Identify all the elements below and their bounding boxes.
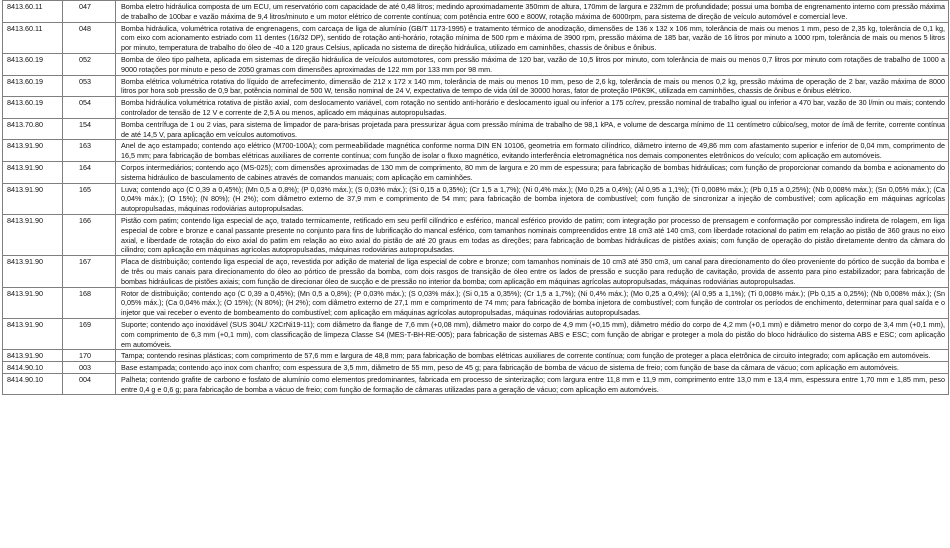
ncm-code-cell: 8413.91.90: [3, 140, 63, 162]
product-description-cell: Bomba hidráulica volumétrica rotativa de pistão axial, com deslocamento variável, com rotação no sentido anti-horário e deslocamento igual ou inferior a 175 cc/rev, pressão nominal de trabalho igual ou inferior a 470 bar, vazão de 30 l/min ou mais; contendo controlador de tensão de 12 V e corrente de 2,5 A ou menos, aplicado em máquinas autopropulsadas.: [116, 97, 949, 119]
table-row: [3, 53, 949, 75]
table-row: [3, 214, 949, 255]
product-description-cell: Bomba hidráulica, volumétrica rotativa de engrenagens, com carcaça de liga de alumínio (GB/T 1173-1995) e tratamento térmico de anodização, dimensões de 136 x 132 x 106 mm, tolerância de mais ou menos 1 mm, peso de 2,35 kg, tolerância de 0,1 kg, com eixo com acionamento estriado com 11 dentes (16/32 DP), sentido de rotação anti-horário, rotação mínima de 500 rpm e máxima de 3900 rpm, pressão máxima de 185 bar, vazão de 16 litros por minuto a 1000 rpm, tolerância de mais ou menos 5 litros por minuto, temperatura de trabalho do óleo de -40 a 120 graus Celsius, aplicada no sistema de direção hidráulica, utilizado em caminhões, chassis de ônibus e ônibus.: [116, 22, 949, 53]
product-description-cell: Placa de distribuição; contendo liga especial de aço, revestida por adição de material de liga especial de cobre e bronze; com tamanhos nominais de 10 cm3 até 350 cm3, um canal para direcionamento do óleo proveniente do pórtico de sucção da bomba e de três ou mais canais para direcionamento do óleo ao pórtico de pressão da bomba, com dois rasgos de transição de óleo entre os lados de pressão e sucção para redução de cavitação, provida de assento para pino estabilizador; para fabricação de bombas hidráulicas de pistões axiais; com função de direcionar óleo de sucção e de pressão no interior da bomba; com aplicação em máquinas agrícolas autopropulsadas, máquinas rodoviárias autopropulsadas.: [116, 256, 949, 287]
ex-number-cell: 052: [63, 53, 116, 75]
ex-number-cell: 048: [63, 22, 116, 53]
product-description-cell: Anel de aço estampado; contendo aço elétrico (M700-100A); com permeabilidade magnética conforme norma DIN EN 10106, geometria em formato cilíndrico, diâmetro interno de 49,86 mm com afastamento superior e inferior de 0,04 mm, comprimento de 16,5 mm; para fabricação de bombas elétricas auxiliares de corrente contínua; com função de isolar o fluxo magnético, evitando interferência eletromagnética nos demais componentes eletrônicos do veículo; com aplicação em automóveis.: [116, 140, 949, 162]
table-row: [3, 1, 949, 23]
product-description-cell: Bomba centrífuga de 1 ou 2 vias, para sistema de limpador de para-brisas projetada para pressurizar água com pressão mínima de trabalho de 98,1 kPA, e volume de descarga mínimo de 11 centímetro cúbico/seg, motor de ímã de ferrite, corrente contínua de até 14,5 V, para aplicação em veículos automotivos.: [116, 118, 949, 140]
ex-number-cell: 166: [63, 214, 116, 255]
product-description-cell: Luva; contendo aço (C 0,39 a 0,45%); (Mn 0,5 a 0,8%); (P 0,03% máx.); (S 0,03% máx.); (Si 0,15 a 0,35%); (Cr 1,5 a 1,7%); (Ni 0,4% máx.); (Mo 0,25 a 0,4%); (Al 0,95 a 1,1%); (Ti 0,008% máx.); (Pb 0,15 a 0,25%); (Nb 0,008% máx.); (Sn 0,05% máx.); (Ca 0,04% máx.); (O 15%); (N 80%); (H 2%); com diâmetro externo de 37,9 mm e comprimento de 54 mm; para fabricação de bomba injetora de combustível; com função de sincronizar a injeção de combustível; com aplicação em máquinas agrícolas autopropulsadas, máquinas rodoviárias autopropulsadas.: [116, 183, 949, 214]
table-row: [3, 318, 949, 349]
table-row: [3, 118, 949, 140]
ncm-code-cell: 8413.60.11: [3, 22, 63, 53]
table-row: [3, 350, 949, 362]
table-body: [3, 1, 949, 395]
ncm-code-cell: 8413.60.11: [3, 1, 63, 23]
ncm-code-cell: 8413.91.90: [3, 350, 63, 362]
ex-number-cell: 154: [63, 118, 116, 140]
table-row: [3, 287, 949, 318]
ncm-code-cell: 8413.70.80: [3, 118, 63, 140]
product-description-cell: Base estampada; contendo aço inox com chanfro; com espessura de 3,5 mm, diâmetro de 55 mm, peso de 45 g; para fabricação de bomba de vácuo de sistema de freio; com função de base da câmara de vácuo; com aplicação em automóveis.: [116, 362, 949, 374]
product-description-cell: Bomba de óleo tipo palheta, aplicada em sistemas de direção hidráulica de veículos automotores, com pressão máxima de 120 bar, vazão de 10,5 litros por minuto, com tolerância de mais ou menos 0,7 litros por minuto com rotações de trabalho de 1000 a 9000 rotações por minuto e peso de 2050 gramas com dimensões aproximadas de 122 mm por 133 mm por 98 mm.: [116, 53, 949, 75]
table-row: [3, 140, 949, 162]
ncm-code-cell: 8413.60.19: [3, 97, 63, 119]
ncm-code-cell: 8413.91.90: [3, 183, 63, 214]
ex-number-cell: 164: [63, 161, 116, 183]
table-row: [3, 22, 949, 53]
table-row: [3, 183, 949, 214]
table-row: [3, 75, 949, 97]
product-description-cell: Rotor de distribuição; contendo aço (C 0,39 a 0,45%); (Mn 0,5 a 0,8%); (P 0,03% máx.); (S 0,03% máx.); (Si 0,15 a 0,35%); (Cr 1,5 a 1,7%); (Ni 0,4% máx.); (Mo 0,25 a 0,4%); (Al 0,95 a 1,1%); (Ti 0,008% máx.); (Pb 0,15 a 0,25%); (Nb 0,008% máx.); (Sn 0,05% máx.); (Ca 0,04% máx.); (O 15%); (N 80%); (H 2%); com diâmetro externo de 27,1 mm e comprimento de 74 mm; para fabricação de bomba injetora de combustível; com função de controlar os períodos de enchimento, determinar para qual saída e o injetor que vai receber o evento de bombeamento do combustível; com aplicação em máquinas agrícolas autopropulsadas, máquinas rodoviárias autopropulsadas.: [116, 287, 949, 318]
ex-number-cell: 170: [63, 350, 116, 362]
ex-number-cell: 003: [63, 362, 116, 374]
product-description-cell: Corpos intermediários; contendo aço (MS-025); com dimensões aproximadas de 130 mm de comprimento, 80 mm de largura e 20 mm de espessura; para fabricação de bombas hidráulicas; com função de proporcionar comando da bomba e acionamento do sistema hidráulico de basculamento de cabines através de comandos manuais; com aplicação em caminhões.: [116, 161, 949, 183]
product-description-cell: Suporte; contendo aço inoxidável (SUS 304L/ X2CrNi19-11); com diâmetro da flange de 7,6 mm (+0,08 mm), diâmetro maior do corpo de 4,9 mm (+0,15 mm), diâmetro médio do corpo de 4,2 mm (+0,1 mm) e diâmetro menor do corpo de 3,4 mm (+0,1 mm), com comprimento de 6,3 mm (+0,1 mm), com classificação de limpeza Classe S4 (MES-T-BH-RE-005); para fabricação de sistemas ABS e ESC; com função de abrigar e proteger a mola do pistão do bloco hidráulico do sistema ABS e ESC; com aplicação em automóveis.: [116, 318, 949, 349]
table-row: [3, 373, 949, 395]
product-description-cell: Bomba eletro hidráulica composta de um ECU, um reservatório com capacidade de até 0,48 litros; medindo aproximadamente 350mm de altura, 170mm de largura e 232mm de profundidade; possui uma bomba de engrenamento interno com pressão máxima de trabalho de 100bar e vazão máxima de 9,4 litros/minuto e um motor elétrico de corrente contínua; com potência entre 600 e 800W, rotação máxima de 6000rpm, para sistema de direção de veículo automóvel e comercial leve.: [116, 1, 949, 23]
ncm-code-cell: 8413.91.90: [3, 256, 63, 287]
ex-tariff-table: [2, 0, 949, 395]
ncm-code-cell: 8413.91.90: [3, 318, 63, 349]
ex-number-cell: 168: [63, 287, 116, 318]
ex-number-cell: 047: [63, 1, 116, 23]
ncm-code-cell: 8414.90.10: [3, 373, 63, 395]
ex-number-cell: 053: [63, 75, 116, 97]
ncm-code-cell: 8413.60.19: [3, 75, 63, 97]
table-row: [3, 161, 949, 183]
product-description-cell: Bomba elétrica volumétrica rotativa do líquido de arrefecimento, dimensão de 212 x 172 x 140 mm, tolerância de mais ou menos 10 mm, peso de 2,6 kg, tolerância de mais ou menos 0,2 kg, pressão máxima de operação de 2 bar, vazão máxima de 8000 litros por hora sob pressão de 0,9 bar, potência nominal de 500 W, tensão nominal de 24 V, expectativa de tempo de vida útil de 30000 horas, fator de proteção IP6K9K, utilizada em caminhões, chassis de ônibus e ônibus elétrico.: [116, 75, 949, 97]
ex-number-cell: 165: [63, 183, 116, 214]
ex-number-cell: 163: [63, 140, 116, 162]
product-description-cell: Pistão com patim; contendo liga especial de aço, tratado termicamente, retificado em seu perfil cilíndrico e esférico, mancal esférico provido de patim; com integração por processo de prensagem e conformação por compressão indireta de rolagem, em liga especial de cobre e bronze e canal passante presente no conjunto para fins de lubrificação do mancal esférico, com tamanhos nominais compreendidos entre 18 cm3 até 140 cm3, com liberdade rotacional do patim em relação ao pistão de 360 graus no eixo axial, e liberdade de rotação do eixo axial do patim em relação ao eixo axial do pistão de até 20 graus em todas as direções; para fabricação de bombas hidráulicas de pistões axiais; com função de operação do pistão diretamente dentro da câmara do cilindro; com aplicação em máquinas agrícolas autopropulsadas, máquinas rodoviárias autopropulsadas.: [116, 214, 949, 255]
ncm-code-cell: 8413.60.19: [3, 53, 63, 75]
ex-number-cell: 004: [63, 373, 116, 395]
table-row: [3, 362, 949, 374]
ncm-code-cell: 8414.90.10: [3, 362, 63, 374]
product-description-cell: Tampa; contendo resinas plásticas; com comprimento de 57,6 mm e largura de 48,8 mm; para fabricação de bombas elétricas auxiliares de corrente contínua; com função de proteger a placa eletrônica de circuito integrado; com aplicação em automóveis.: [116, 350, 949, 362]
ex-number-cell: 169: [63, 318, 116, 349]
ncm-code-cell: 8413.91.90: [3, 161, 63, 183]
ex-number-cell: 167: [63, 256, 116, 287]
ex-number-cell: 054: [63, 97, 116, 119]
ncm-code-cell: 8413.91.90: [3, 287, 63, 318]
ncm-code-cell: 8413.91.90: [3, 214, 63, 255]
table-row: [3, 97, 949, 119]
table-row: [3, 256, 949, 287]
product-description-cell: Palheta; contendo grafite de carbono e fosfato de alumínio como elementos predominantes, fabricada em processo de sinterização; com largura entre 11,8 mm e 11,9 mm, comprimento entre 13,0 mm e 13,4 mm, espessura entre 1,70 mm e 1,85 mm, peso entre 0,4 g e 0,6 g; para fabricação de bomba a vácuo de freio; com função de formação de câmaras utilizadas para a geração de vácuo; com aplicação em automóveis.: [116, 373, 949, 395]
